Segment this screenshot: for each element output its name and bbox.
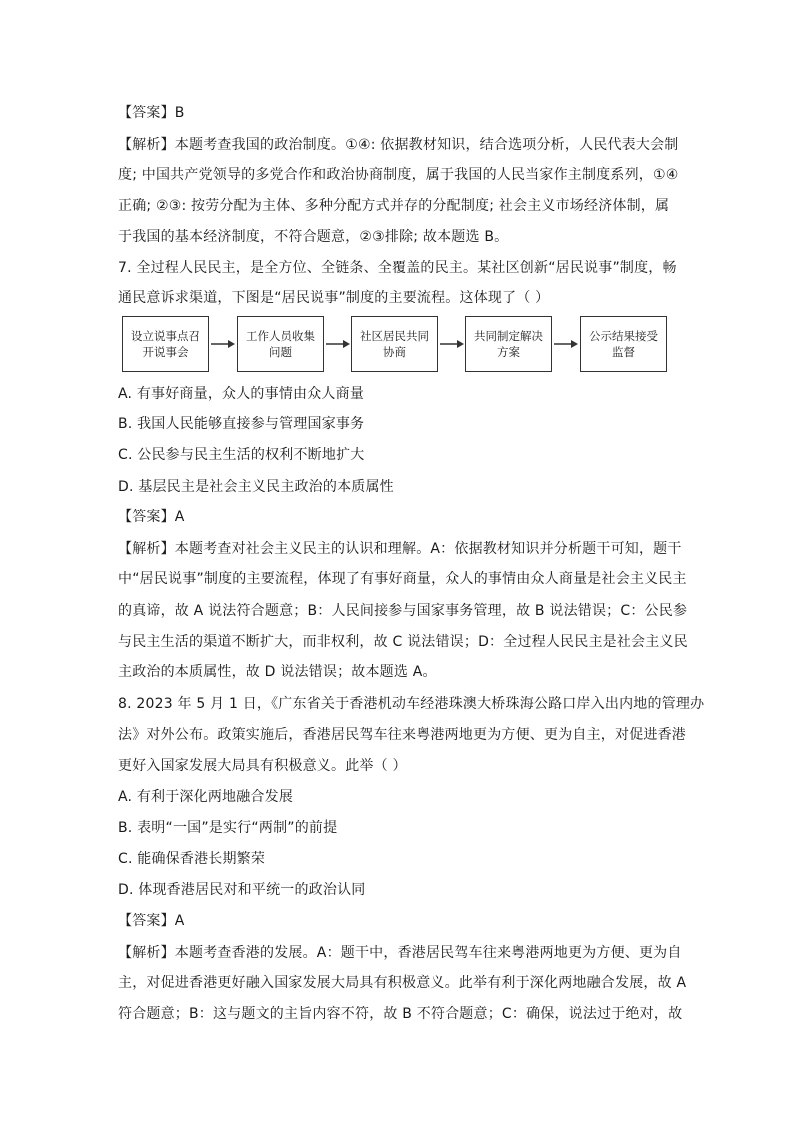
question-line: 7. 全过程人民民主，是全方位、全链条、全覆盖的民主。某社区创新“居民说事”制度，畅 <box>118 260 677 276</box>
analysis-line: 正确; ②③: 按劳分配为主体、多种分配方式并存的分配制度; 社会主义市场经济体制，属 <box>118 198 670 214</box>
option-line: A. 有利于深化两地融合发展 <box>118 789 294 805</box>
analysis-line: 【解析】本题考查香港的发展。A：题干中，香港居民驾车往来粤港两地更为方便、更为自 <box>118 945 682 961</box>
option-line: B. 我国人民能够直接参与管理国家事务 <box>118 416 365 432</box>
arrow-right-icon <box>325 337 351 351</box>
answer-line: 【答案】B <box>118 105 185 121</box>
option-line: D. 基层民主是社会主义民主政治的本质属性 <box>118 479 394 495</box>
question-line: 更好入国家发展大局具有积极意义。此举（ ） <box>118 758 407 774</box>
flow-step: 共同制定解决方案 <box>465 316 552 372</box>
arrow-right-icon <box>553 337 579 351</box>
analysis-line: 度; 中国共产党领导的多党合作和政治协商制度，属于我国的人民当家作主制度系列，①④ <box>118 167 679 183</box>
process-flowchart <box>122 316 667 374</box>
question-line: 通民意诉求渠道，下图是“居民说事”制度的主要流程。这体现了（ ） <box>118 290 550 306</box>
analysis-line: 【解析】本题考查我国的政治制度。①④: 依据教材知识，结合选项分析，人民代表大会制 <box>118 137 679 153</box>
option-line: D. 体现香港居民对和平统一的政治认同 <box>118 882 366 898</box>
question-line: 法》对外公布。政策实施后，香港居民驾车往来粤港两地更为方便、更为自主，对促进香港 <box>118 727 686 743</box>
answer-line: 【答案】A <box>118 913 185 929</box>
arrow-right-icon <box>439 337 465 351</box>
option-line: C. 公民参与民主生活的权利不断地扩大 <box>118 447 365 463</box>
analysis-line: 中“居民说事”制度的主要流程，体现了有事好商量，众人的事情由众人商量是社会主义民主 <box>118 571 687 587</box>
flow-step: 公示结果接受监督 <box>580 316 667 372</box>
analysis-line: 主，对促进香港更好融入国家发展大局具有积极意义。此举有利于深化两地融合发展，故 A <box>118 975 687 991</box>
flow-step: 工作人员收集问题 <box>237 316 324 372</box>
analysis-line: 于我国的基本经济制度，不符合题意，②③排除; 故本题选 B。 <box>118 229 509 245</box>
flow-step: 设立说事点召开说事会 <box>122 316 209 372</box>
option-line: A. 有事好商量，众人的事情由众人商量 <box>118 386 365 402</box>
option-line: C. 能确保香港长期繁荣 <box>118 851 266 867</box>
analysis-line: 与民主生活的渠道不断扩大，而非权利，故 C 说法错误；D：全过程人民民主是社会主义民 <box>118 634 688 650</box>
answer-line: 【答案】A <box>118 509 185 525</box>
analysis-line: 【解析】本题考查对社会主义民主的认识和理解。A：依据教材知识并分析题干可知，题干 <box>118 541 682 557</box>
analysis-line: 符合题意；B：这与题文的主旨内容不符，故 B 不符合题意；C：确保，说法过于绝对，故 <box>118 1006 683 1022</box>
analysis-line: 的真谛，故 A 说法符合题意；B：人民间接参与国家事务管理，故 B 说法错误；C：公民参 <box>118 603 688 619</box>
question-line: 8. 2023 年 5 月 1 日，《广东省关于香港机动车经港珠澳大桥珠海公路口岸入出内地的管理办 <box>118 696 705 712</box>
flow-step: 社区居民共同协商 <box>351 316 438 372</box>
arrow-right-icon <box>210 337 236 351</box>
analysis-line: 主政治的本质属性，故 D 说法错误；故本题选 A。 <box>118 664 437 680</box>
option-line: B. 表明“一国”是实行“两制”的前提 <box>118 820 338 836</box>
